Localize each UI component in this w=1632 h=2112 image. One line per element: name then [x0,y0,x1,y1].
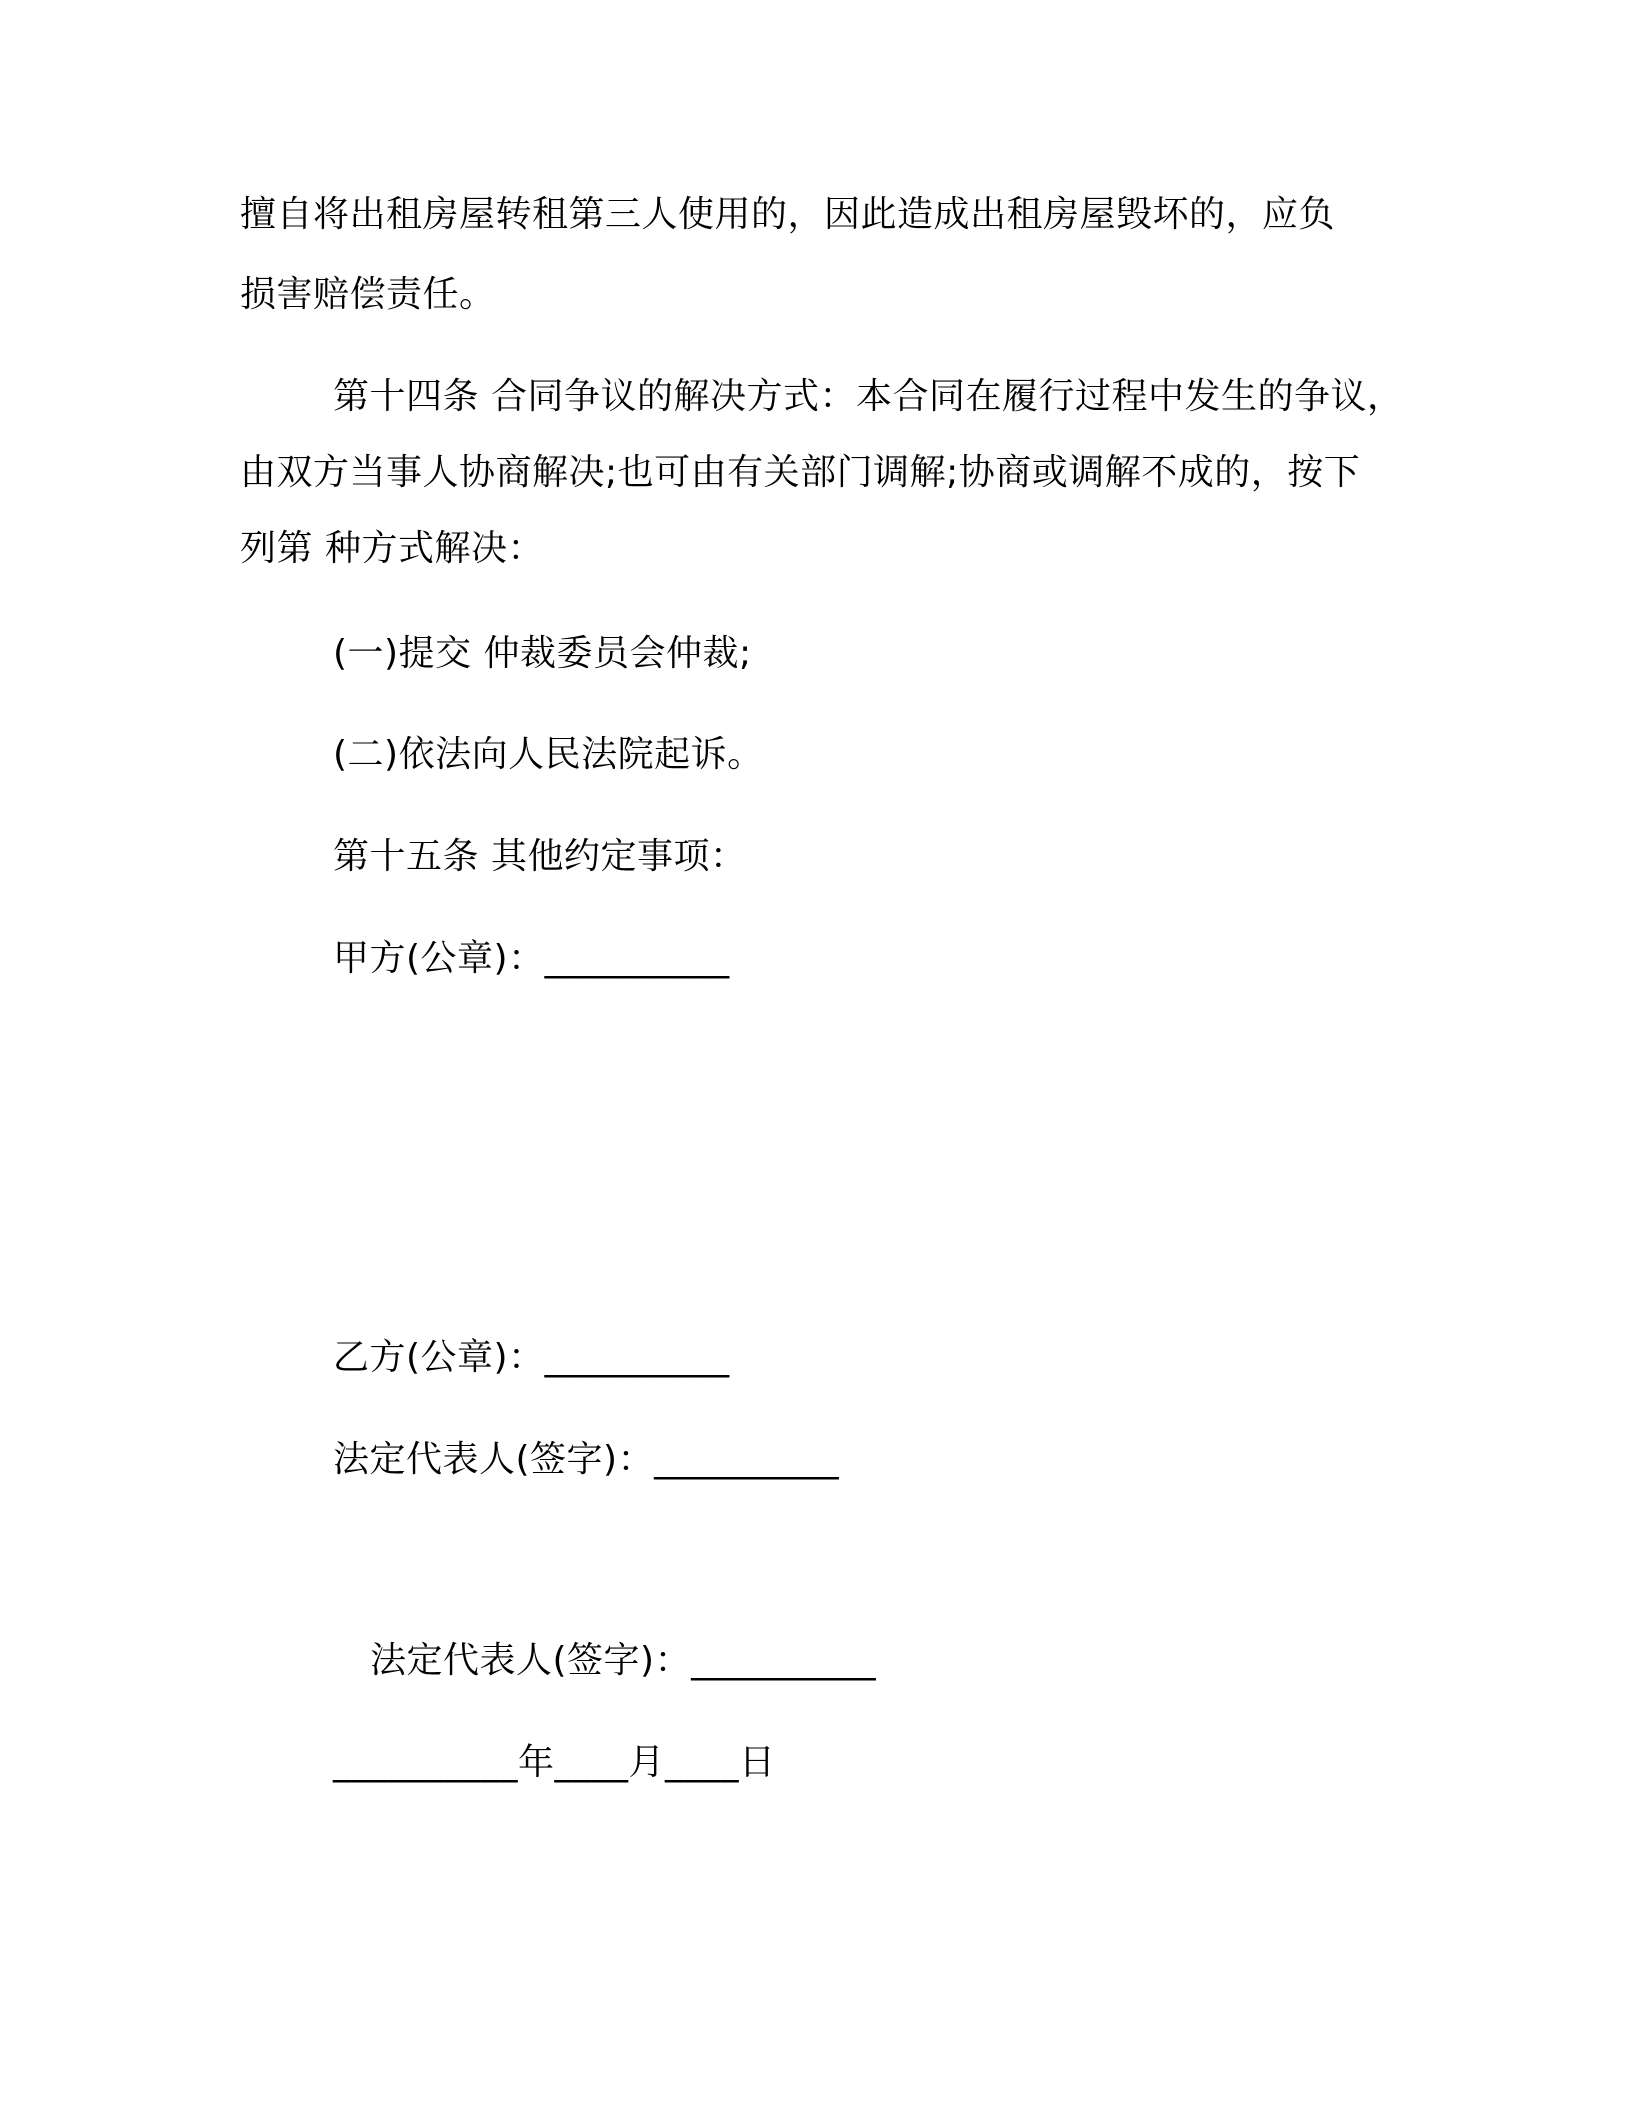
legal-rep-signature-field-1: 法定代表人(签字)：__________ [333,1439,840,1480]
party-a-seal-field: 甲方(公章)：__________ [333,938,730,979]
article-14-line-2: 由双方当事人协商解决;也可由有关部门调解;协商或调解不成的，按下 [240,452,1361,493]
option-arbitration: (一)提交 仲裁委员会仲裁; [333,633,752,674]
option-court: (二)依法向人民法院起诉。 [333,734,764,775]
party-b-seal-field: 乙方(公章)：__________ [333,1337,730,1378]
article-14-line-1: 第十四条 合同争议的解决方式：本合同在履行过程中发生的争议， [333,376,1404,417]
article-14-line-3: 列第 种方式解决： [240,528,544,569]
date-field: __________年____月____日 [333,1742,776,1783]
article-15-heading: 第十五条 其他约定事项： [333,836,747,877]
paragraph-line-1: 擅自将出租房屋转租第三人使用的，因此造成出租房屋毁坏的，应负 [240,194,1336,235]
paragraph-line-2: 损害赔偿责任。 [240,274,496,315]
legal-rep-signature-field-2: 法定代表人(签字)：__________ [370,1640,877,1681]
